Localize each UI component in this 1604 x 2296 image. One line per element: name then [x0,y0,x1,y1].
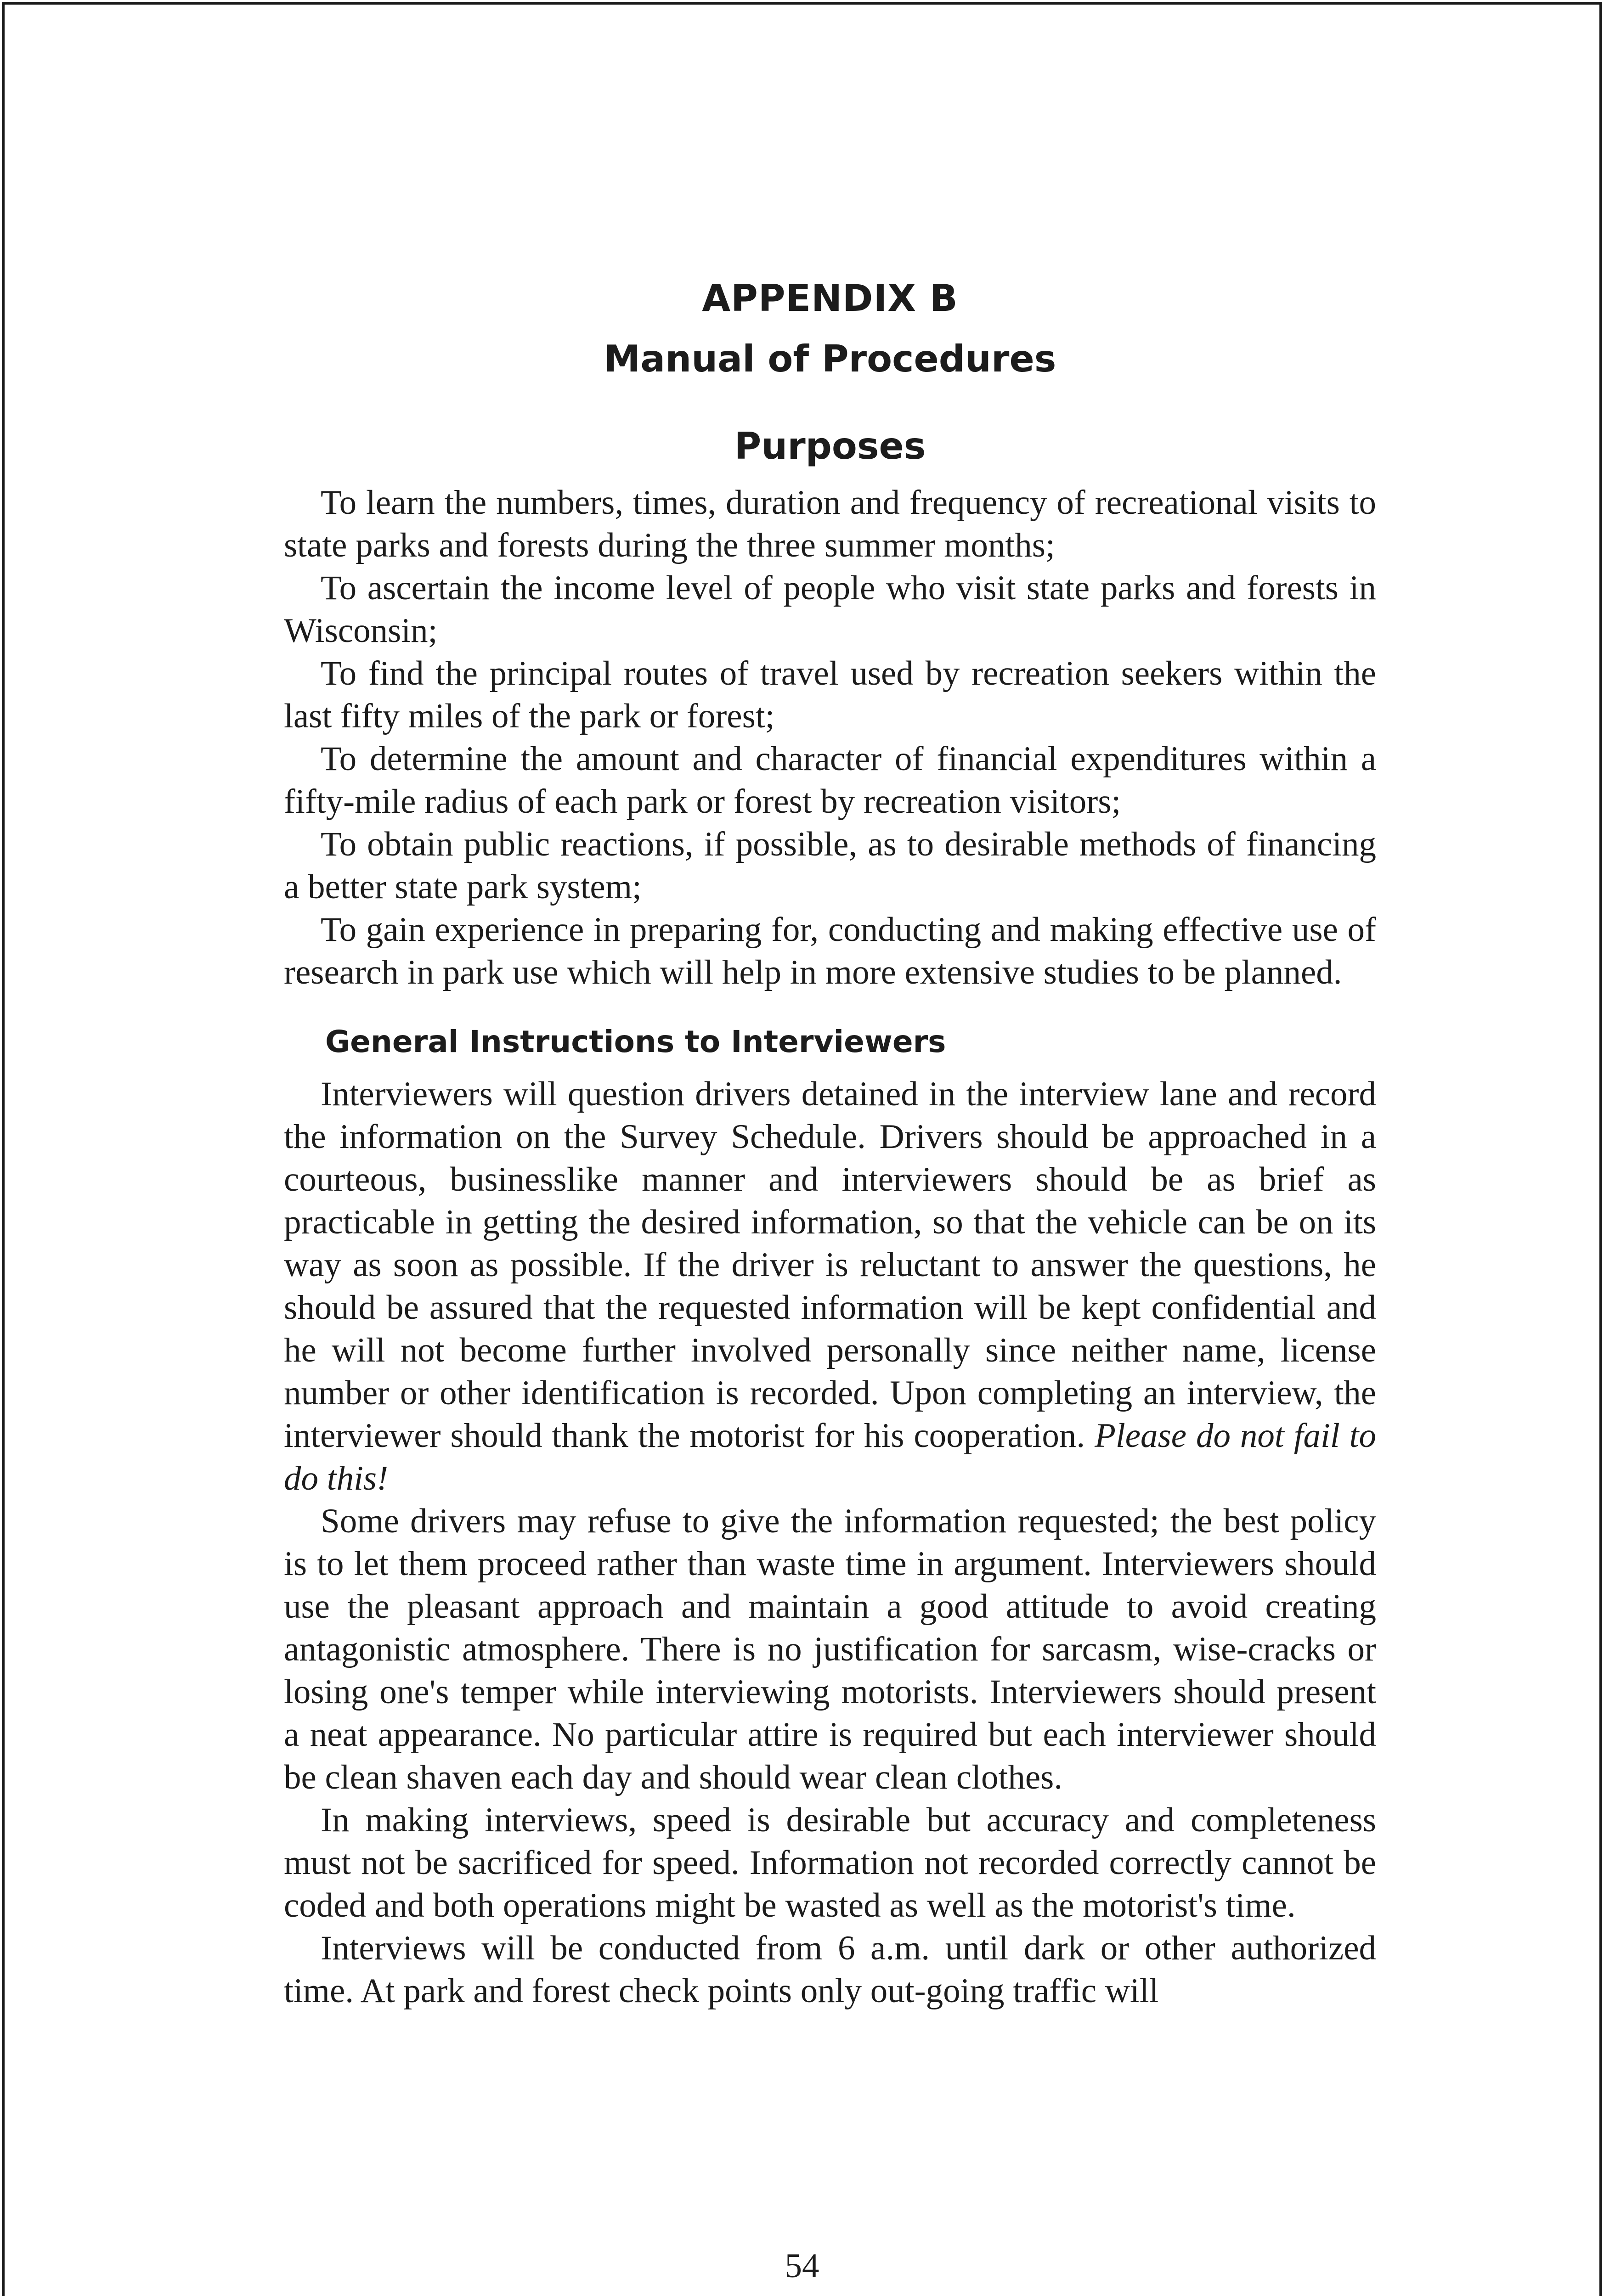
purpose-item: To find the principal routes of travel used by recreation seekers within the last fifty miles of the park or forest; [284,654,1376,735]
purposes-heading: Purposes [734,425,926,467]
appendix-title: APPENDIX B [702,277,958,320]
purpose-item: To learn the numbers, times, duration and frequency of recreational visits to state parks and forests during the three summer months; [284,484,1376,564]
paragraph-1-text: Interviewers will question drivers detained in the interview lane and record the information on the Survey Schedule. Drivers should be approached in a courteous, businesslike manner and interviewers should be as brief as practicable in getting the desired information, so that the vehicle can be on its way as soon as possible. If the driver is reluctant to answer the questions, he should be assured that the requested information will be kept confidential and he will not become further involved personally since neither name, license number or other identification is recorded. Upon completing an interview, the interviewer should thank the motorist for his cooperation. [284,1075,1376,1455]
purpose-item: To determine the amount and character of financial expenditures within a fifty-mile radius of each park or forest by recreation visitors; [284,740,1376,821]
document-content [284,276,1376,2012]
instructions-paragraph-4: Interviews will be conducted from 6 a.m. until dark or other authorized time. At park and forest check points only out-going traffic will [284,1929,1376,2010]
instructions-heading: General Instructions to Interviewers [325,1024,946,1059]
purposes-list [284,481,1376,994]
instructions-paragraph-2: Some drivers may refuse to give the information requested; the best policy is to let them proceed rather than waste time in argument. Interviewers should use the pleasant approach and maintain a good attitude to avoid creating antagonistic atmosphere. There is no justification for sarcasm, wise-cracks or losing one's temper while interviewing motorists. Interviewers should present a neat appearance. No particular attire is required but each interviewer should be clean shaven each day and should wear clean clothes. [284,1502,1376,1796]
purpose-item: To obtain public reactions, if possible, as to desirable methods of financing a better state park system; [284,825,1376,906]
purpose-item: To ascertain the income level of people who visit state parks and forests in Wisconsin; [284,569,1376,650]
paragraph-1-emphasis: Please do not fail to do this! [284,1417,1376,1497]
instructions-paragraph-3: In making interviews, speed is desirable but accuracy and completeness must not be sacrificed for speed. Information not recorded correctly cannot be coded and both operations might be wasted as well as the motorist's time. [284,1801,1376,1925]
purpose-item: To gain experience in preparing for, conducting and making effective use of research in park use which will help in more extensive studies to be planned. [284,911,1376,991]
instructions-paragraph-1 [284,1073,1376,1500]
page-number: 54 [785,2247,819,2285]
appendix-subtitle: Manual of Procedures [604,338,1056,380]
